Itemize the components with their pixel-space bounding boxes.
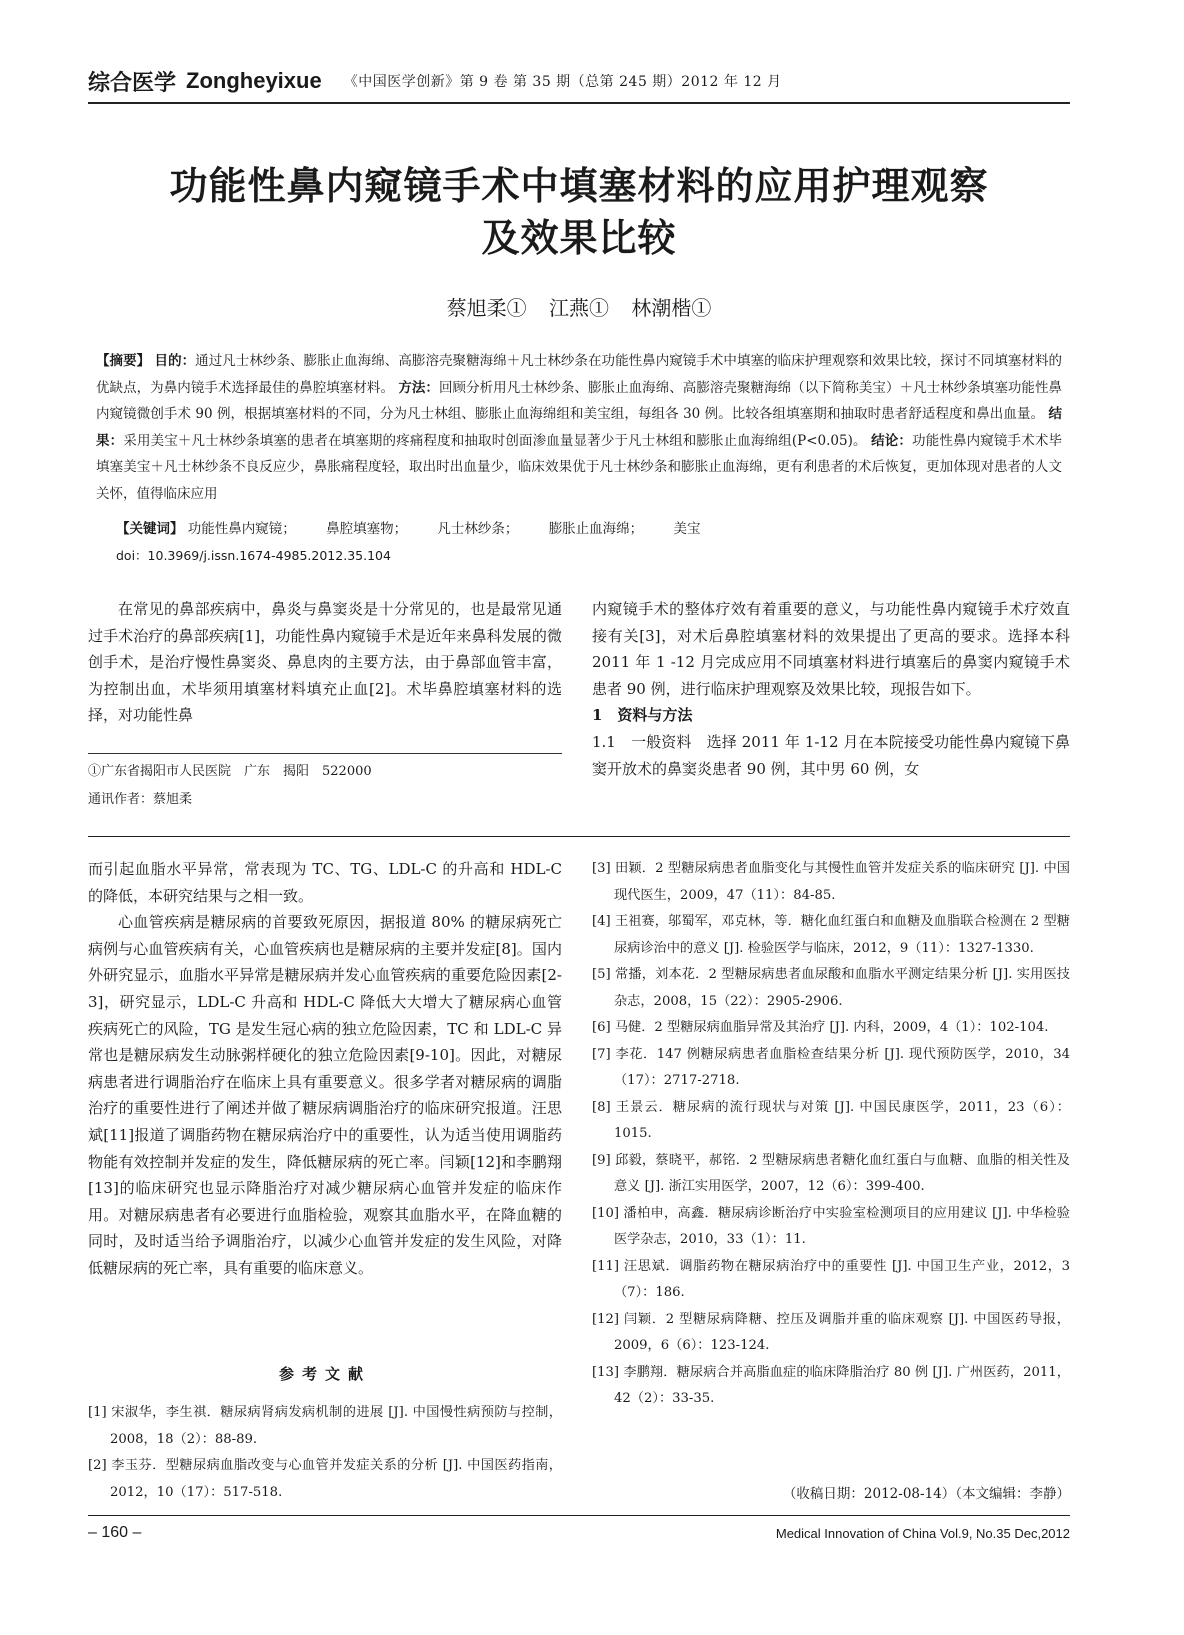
subsection-paragraph: 1.1 一般资料 选择 2011 年 1-12 月在本院接受功能性鼻内窥镜下鼻窦开放术的鼻窦炎患者 90 例，其中男 60 例，女 xyxy=(592,732,1070,778)
intro-paragraph-left: 在常见的鼻部疾病中，鼻炎与鼻窦炎是十分常见的，也是最常见通过手术治疗的鼻部疾病[1]，功能性鼻内窥镜手术是近年来鼻科发展的微创手术，是治疗慢性鼻窦炎、鼻息肉的主要方法，由于鼻部血管丰富，为控制出血，术毕须用填塞材料填充止血[2]。术毕鼻腔填塞材料的选择，对功能性鼻 xyxy=(88,600,562,725)
reference-item: [8] 王景云．糖尿病的流行现状与对策 [J]. 中国民康医学，2011，23（6）：1015. xyxy=(592,1099,1070,1141)
conclusion-label: 结论： xyxy=(871,432,913,449)
references-heading: 参考文献 xyxy=(278,1365,371,1383)
reference-item: [12] 闫颖．2 型糖尿病降糖、控压及调脂并重的临床观察 [J]. 中国医药导报，2009，6（6）：123-124. xyxy=(592,1311,1070,1353)
page-number: – 160 – xyxy=(88,1524,142,1541)
method-label: 方法： xyxy=(398,379,439,396)
reference-item: [1] 宋淑华，李生祺．糖尿病肾病发病机制的进展 [J]. 中国慢性病预防与控制，2008，18（2）：88-89. xyxy=(88,1405,562,1447)
intro-left-column xyxy=(88,596,562,729)
keyword: 鼻腔填塞物； xyxy=(326,521,408,537)
received-date: （收稿日期：2012-08-14）（本文编辑：李静） xyxy=(782,1486,1070,1502)
doi: doi：10.3969/j.issn.1674-4985.2012.35.104 xyxy=(116,548,391,563)
reference-item: [7] 李花．147 例糖尿病患者血脂检查结果分析 [J]. 现代预防医学，2010，34（17）：2717-2718. xyxy=(592,1046,1070,1088)
title-line-1: 功能性鼻内窥镜手术中填塞材料的应用护理观察 xyxy=(169,164,989,208)
affiliation: ①广东省揭阳市人民医院 广东 揭阳 522000 xyxy=(88,764,372,779)
header-rule xyxy=(88,102,1070,104)
reference-item: [10] 潘柏申，高鑫．糖尿病诊断治疗中实验室检测项目的应用建议 [J]. 中华检验医学杂志，2010，33（1）：11. xyxy=(592,1205,1070,1247)
reference-item: [3] 田颖．2 型糖尿病患者血脂变化与其慢性血管并发症关系的临床研究 [J]. 中国现代医生，2009，47（11）：84-85. xyxy=(592,861,1070,903)
reference-item: [6] 马健．2 型糖尿病血脂异常及其治疗 [J]. 内科，2009，4（1）：102-104. xyxy=(592,1020,1049,1035)
objective-label: 目的： xyxy=(154,353,196,369)
result-label: 结果： xyxy=(96,406,1062,449)
result-text: 采用美宝＋凡士林纱条填塞的患者在填塞期的疼痛程度和抽取时创面渗血量显著少于凡士林组和膨胀止血海绵组(P<0.05)。 xyxy=(123,432,867,449)
reference-item: [13] 李鹏翔．糖尿病合并高脂血症的临床降脂治疗 80 例 [J]. 广州医药，2011，42（2）：33-35. xyxy=(592,1364,1070,1406)
reference-item: [5] 常播，刘本花．2 型糖尿病患者血尿酸和血脂水平测定结果分析 [J]. 实用医技杂志，2008，15（22）：2905-2906. xyxy=(592,967,1070,1009)
references-right xyxy=(592,856,1070,1413)
conclusion-text: 功能性鼻内窥镜手术术毕填塞美宝＋凡士林纱条不良反应少，鼻胀痛程度轻，取出时出血量少，临床效果优于凡士林纱条和膨胀止血海绵，更有利患者的术后恢复，更加体现对患者的人文关怀，值得临床应用 xyxy=(96,432,1062,502)
reference-item: [2] 李玉芬．型糖尿病血脂改变与心血管并发症关系的分析 [J]. 中国医药指南，2012，10（17）：517-518. xyxy=(88,1458,562,1500)
method-text: 回顾分析用凡士林纱条、膨胀止血海绵、高膨溶壳聚糖海绵（以下简称美宝）＋凡士林纱条填塞功能性鼻内窥镜微创手术 90 例，根据填塞材料的不同，分为凡士林组、膨胀止血海绵组和美宝组，每组各 30 例。比较各组填塞期和抽取时患者舒适程度和鼻出血量。 xyxy=(96,379,1063,422)
keywords xyxy=(116,516,1056,542)
keyword: 凡士林纱条； xyxy=(437,521,519,537)
reference-item: [9] 邱毅，蔡晓平，郝铭．2 型糖尿病患者糖化血红蛋白与血糖、血脂的相关性及意义 [J]. 浙江实用医学，2007，12（6）：399-400. xyxy=(592,1152,1070,1194)
section-name-en: Zongheyixue xyxy=(186,68,322,93)
reference-item: [11] 汪思斌．调脂药物在糖尿病治疗中的重要性 [J]. 中国卫生产业，2012，3（7）：186. xyxy=(592,1258,1070,1300)
references-left xyxy=(88,1400,562,1506)
footnote xyxy=(88,758,562,814)
intro-right-column xyxy=(592,596,1070,782)
abstract-label: 【摘要】 xyxy=(96,353,151,369)
corresponding-author: 通讯作者：蔡旭柔 xyxy=(88,792,193,807)
journal-citation: 《中国医学创新》第 9 卷 第 35 期（总第 245 期）2012 年 12 月 xyxy=(343,74,782,90)
objective-text: 通过凡士林纱条、膨胀止血海绵、高膨溶壳聚糖海绵＋凡士林纱条在功能性鼻内窥镜手术中填塞的临床护理观察和效果比较，探讨不同填塞材料的优缺点，为鼻内镜手术选择最佳的鼻腔填塞材料。 xyxy=(96,353,1063,396)
footer-journal: Medical Innovation of China Vol.9, No.35 Dec,2012 xyxy=(775,1526,1070,1541)
body-paragraph: 心血管疾病是糖尿病的首要致死原因，据报道 80% 的糖尿病死亡病例与心血管疾病有关，心血管疾病也是糖尿病的主要并发症[8]。国内外研究显示，血脂水平异常是糖尿病并发心血管疾病的重要危险因素[2-3]，研究显示，LDL-C 升高和 HDL-C 降低大大增大了糖尿病心血管疾病死亡的风险，TG 是发生冠心病的独立危险因素，TC 和 LDL-C 异常也是糖尿病发生动脉粥样硬化的独立危险因素[9-10]。因此，对糖尿病患者进行调脂治疗在临床上具有重要意义。很多学者对糖尿病的调脂治疗的重要性进行了阐述并做了糖尿病调脂治疗的临床研究报道。汪思斌[11]报道了调脂药物在糖尿病治疗中的重要性，认为适当使用调脂药物能有效控制并发症的发生，降低糖尿病的死亡率。闫颖[12]和李鹏翔[13]的临床研究也显示降脂治疗对减少糖尿病心血管并发症的临床作用。对糖尿病患者有必要进行血脂检验，观察其血脂水平，在降血糖的同时，及时适当给予调脂治疗，以减少心血管并发症的发生风险，对降低糖尿病的死亡率，具有重要的临床意义。 xyxy=(88,913,562,1277)
section-name-cn: 综合医学 xyxy=(88,70,177,96)
section-heading: 1 资料与方法 xyxy=(592,706,693,725)
footnote-rule xyxy=(88,753,562,754)
previous-article-body xyxy=(88,856,562,1282)
article-title xyxy=(88,160,1070,264)
keyword: 膨胀止血海绵； xyxy=(548,521,644,537)
running-header xyxy=(88,62,1088,100)
authors: 蔡旭柔① 江燕① 林潮楷① xyxy=(446,296,712,320)
reference-item: [4] 王祖赛，邬蜀军，邓克林，等．糖化血红蛋白和血糖及血脂联合检测在 2 型糖尿病诊治中的意义 [J]. 检验医学与临床，2012，9（11）：1327-1330. xyxy=(592,914,1070,956)
article-separator xyxy=(88,836,1070,837)
abstract xyxy=(96,348,1062,507)
body-paragraph: 而引起血脂水平异常，常表现为 TC、TG、LDL-C 的升高和 HDL-C 的降低，本研究结果与之相一致。 xyxy=(88,860,562,905)
keywords-label: 【关键词】 xyxy=(116,521,184,537)
footer-rule xyxy=(88,1515,1070,1516)
title-line-2: 及效果比较 xyxy=(481,216,677,260)
keyword: 美宝 xyxy=(673,521,701,537)
intro-paragraph-right: 内窥镜手术的整体疗效有着重要的意义，与功能性鼻内窥镜手术疗效直接有关[3]，对术后鼻腔填塞材料的效果提出了更高的要求。选择本科 2011 年 1 -12 月完成应用不同填塞材料进行填塞后的鼻窦内窥镜手术患者 90 例，进行临床护理观察及效果比较，现报告如下。 xyxy=(592,600,1070,698)
keyword: 功能性鼻内窥镜； xyxy=(187,521,296,537)
